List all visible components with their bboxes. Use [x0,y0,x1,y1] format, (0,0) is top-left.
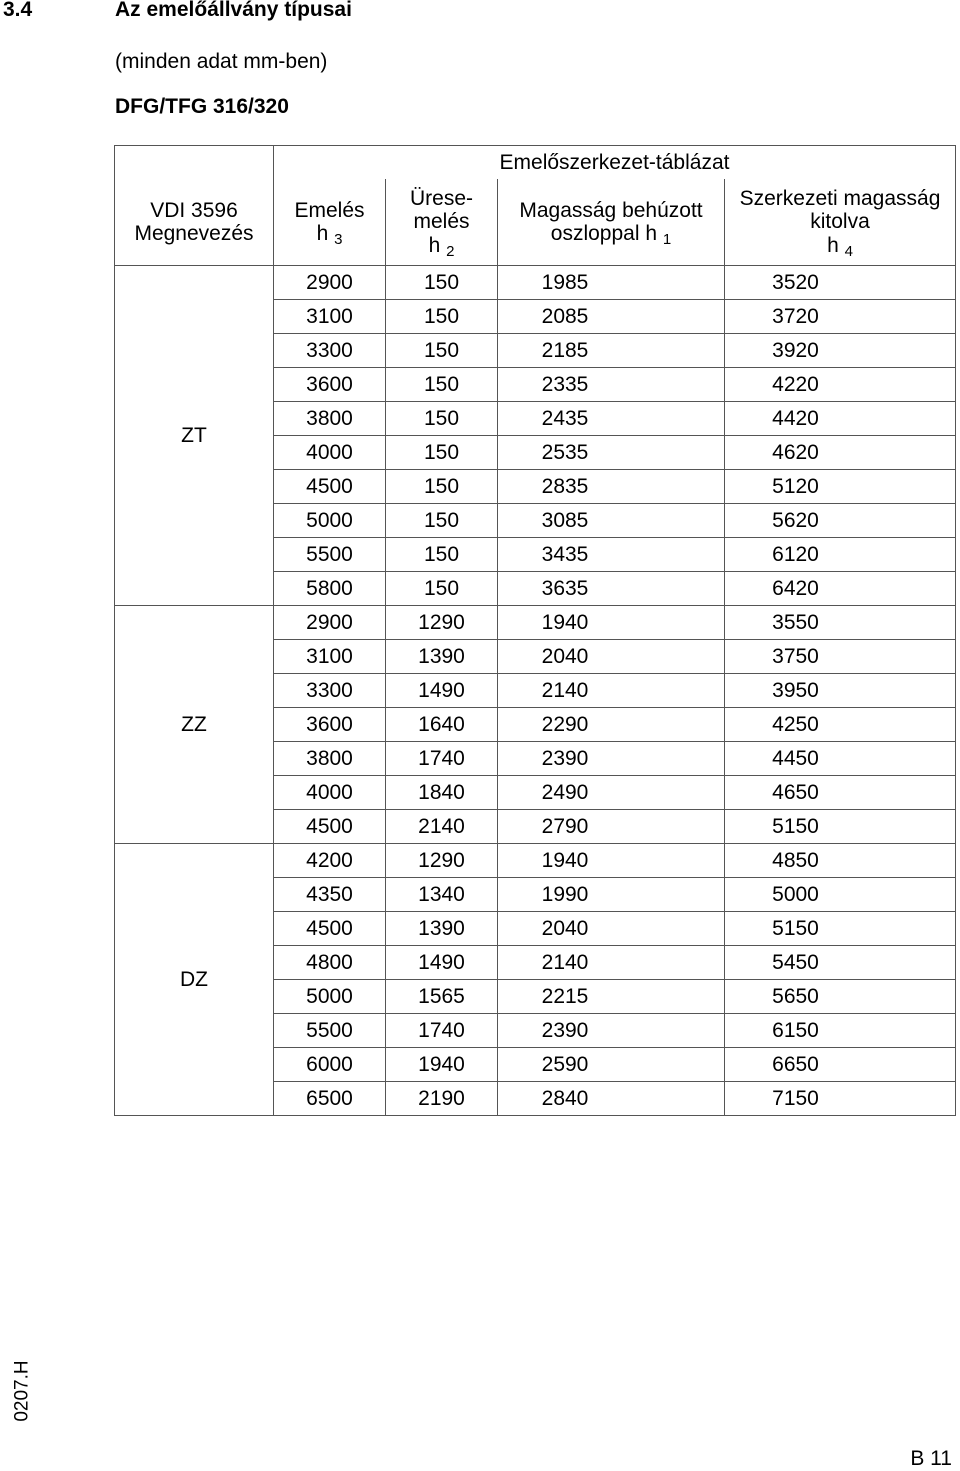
cell-retracted-height: 2215 [498,980,725,1014]
table-row [115,266,956,300]
cell-lift: 3100 [274,300,386,334]
cell-free-lift: 150 [386,470,498,504]
document-code: 0207.H [11,1360,33,1422]
cell-retracted-height: 2535 [498,436,725,470]
cell-free-lift: 150 [386,504,498,538]
cell-lift: 6500 [274,1082,386,1116]
cell-retracted-height: 1990 [498,878,725,912]
cell-extended-height: 6120 [725,538,956,572]
cell-extended-height: 4450 [725,742,956,776]
cell-extended-height: 4650 [725,776,956,810]
cell-retracted-height: 2085 [498,300,725,334]
cell-free-lift: 1565 [386,980,498,1014]
model-name: DFG/TFG 316/320 [115,95,289,118]
cell-free-lift: 2140 [386,810,498,844]
cell-free-lift: 1290 [386,606,498,640]
cell-extended-height: 5150 [725,912,956,946]
cell-retracted-height: 2390 [498,1014,725,1048]
cell-free-lift: 150 [386,402,498,436]
cell-retracted-height: 2435 [498,402,725,436]
cell-extended-height: 5120 [725,470,956,504]
cell-lift: 4200 [274,844,386,878]
cell-lift: 4000 [274,776,386,810]
cell-extended-height: 3720 [725,300,956,334]
cell-lift: 3300 [274,674,386,708]
cell-lift: 3100 [274,640,386,674]
cell-extended-height: 3520 [725,266,956,300]
cell-free-lift: 150 [386,436,498,470]
cell-retracted-height: 3435 [498,538,725,572]
cell-retracted-height: 2040 [498,912,725,946]
group-designation: ZT [115,266,274,606]
cell-lift: 5000 [274,980,386,1014]
header-retracted-height: Magasság behúzott oszloppal h $_1$ [498,179,725,266]
cell-free-lift: 1490 [386,946,498,980]
cell-extended-height: 4250 [725,708,956,742]
table-row [115,844,956,878]
cell-extended-height: 5150 [725,810,956,844]
cell-extended-height: 3920 [725,334,956,368]
cell-free-lift: 1490 [386,674,498,708]
section-number: 3.4 [3,0,33,21]
cell-lift: 3600 [274,368,386,402]
cell-free-lift: 1840 [386,776,498,810]
cell-extended-height: 4850 [725,844,956,878]
cell-lift: 3600 [274,708,386,742]
cell-extended-height: 4220 [725,368,956,402]
page-number: B 11 [910,1447,952,1470]
cell-lift: 3800 [274,742,386,776]
table-caption: Emelőszerkezet-táblázat [274,146,956,180]
cell-lift: 4800 [274,946,386,980]
cell-extended-height: 5450 [725,946,956,980]
cell-lift: 3800 [274,402,386,436]
cell-retracted-height: 1940 [498,844,725,878]
cell-retracted-height: 2335 [498,368,725,402]
header-extended-height: Szerkezeti magasság kitolva h $_4$ [725,179,956,266]
group-designation: DZ [115,844,274,1116]
cell-extended-height: 5650 [725,980,956,1014]
cell-retracted-height: 2040 [498,640,725,674]
lift-mast-table [114,145,956,1116]
cell-free-lift: 1740 [386,1014,498,1048]
section-title: Az emelőállvány típusai [115,0,352,21]
cell-extended-height: 4420 [725,402,956,436]
cell-extended-height: 3950 [725,674,956,708]
cell-free-lift: 150 [386,266,498,300]
cell-retracted-height: 2390 [498,742,725,776]
header-free-lift: Ürese- melés h $_2$ [386,179,498,266]
cell-free-lift: 1640 [386,708,498,742]
cell-extended-height: 3750 [725,640,956,674]
cell-free-lift: 1390 [386,912,498,946]
cell-extended-height: 6650 [725,1048,956,1082]
cell-retracted-height: 2140 [498,674,725,708]
cell-lift: 6000 [274,1048,386,1082]
cell-lift: 5500 [274,538,386,572]
cell-lift: 4000 [274,436,386,470]
group-designation: ZZ [115,606,274,844]
cell-extended-height: 3550 [725,606,956,640]
cell-lift: 2900 [274,606,386,640]
table-caption-row [115,146,956,180]
table-header-row [115,179,956,266]
cell-retracted-height: 3635 [498,572,725,606]
cell-retracted-height: 1985 [498,266,725,300]
cell-retracted-height: 2790 [498,810,725,844]
cell-retracted-height: 1940 [498,606,725,640]
cell-free-lift: 150 [386,538,498,572]
cell-lift: 4500 [274,912,386,946]
cell-lift: 4350 [274,878,386,912]
cell-free-lift: 2190 [386,1082,498,1116]
cell-retracted-height: 2840 [498,1082,725,1116]
cell-extended-height: 6150 [725,1014,956,1048]
header-lift: Emelés h $_3$ [274,179,386,266]
cell-lift: 3300 [274,334,386,368]
cell-retracted-height: 2185 [498,334,725,368]
cell-retracted-height: 2590 [498,1048,725,1082]
cell-retracted-height: 2290 [498,708,725,742]
cell-retracted-height: 2140 [498,946,725,980]
cell-free-lift: 1940 [386,1048,498,1082]
cell-free-lift: 150 [386,572,498,606]
cell-retracted-height: 3085 [498,504,725,538]
cell-extended-height: 5620 [725,504,956,538]
unit-note: (minden adat mm-ben) [115,50,328,73]
cell-extended-height: 6420 [725,572,956,606]
cell-free-lift: 150 [386,300,498,334]
cell-lift: 4500 [274,470,386,504]
cell-lift: 5800 [274,572,386,606]
header-designation: VDI 3596 Megnevezés [115,179,274,266]
cell-extended-height: 5000 [725,878,956,912]
cell-free-lift: 150 [386,368,498,402]
cell-lift: 2900 [274,266,386,300]
cell-extended-height: 4620 [725,436,956,470]
cell-free-lift: 1740 [386,742,498,776]
cell-retracted-height: 2835 [498,470,725,504]
cell-lift: 4500 [274,810,386,844]
cell-lift: 5000 [274,504,386,538]
table-row [115,606,956,640]
cell-retracted-height: 2490 [498,776,725,810]
cell-free-lift: 1290 [386,844,498,878]
cell-free-lift: 150 [386,334,498,368]
cell-free-lift: 1340 [386,878,498,912]
cell-extended-height: 7150 [725,1082,956,1116]
cell-free-lift: 1390 [386,640,498,674]
cell-lift: 5500 [274,1014,386,1048]
